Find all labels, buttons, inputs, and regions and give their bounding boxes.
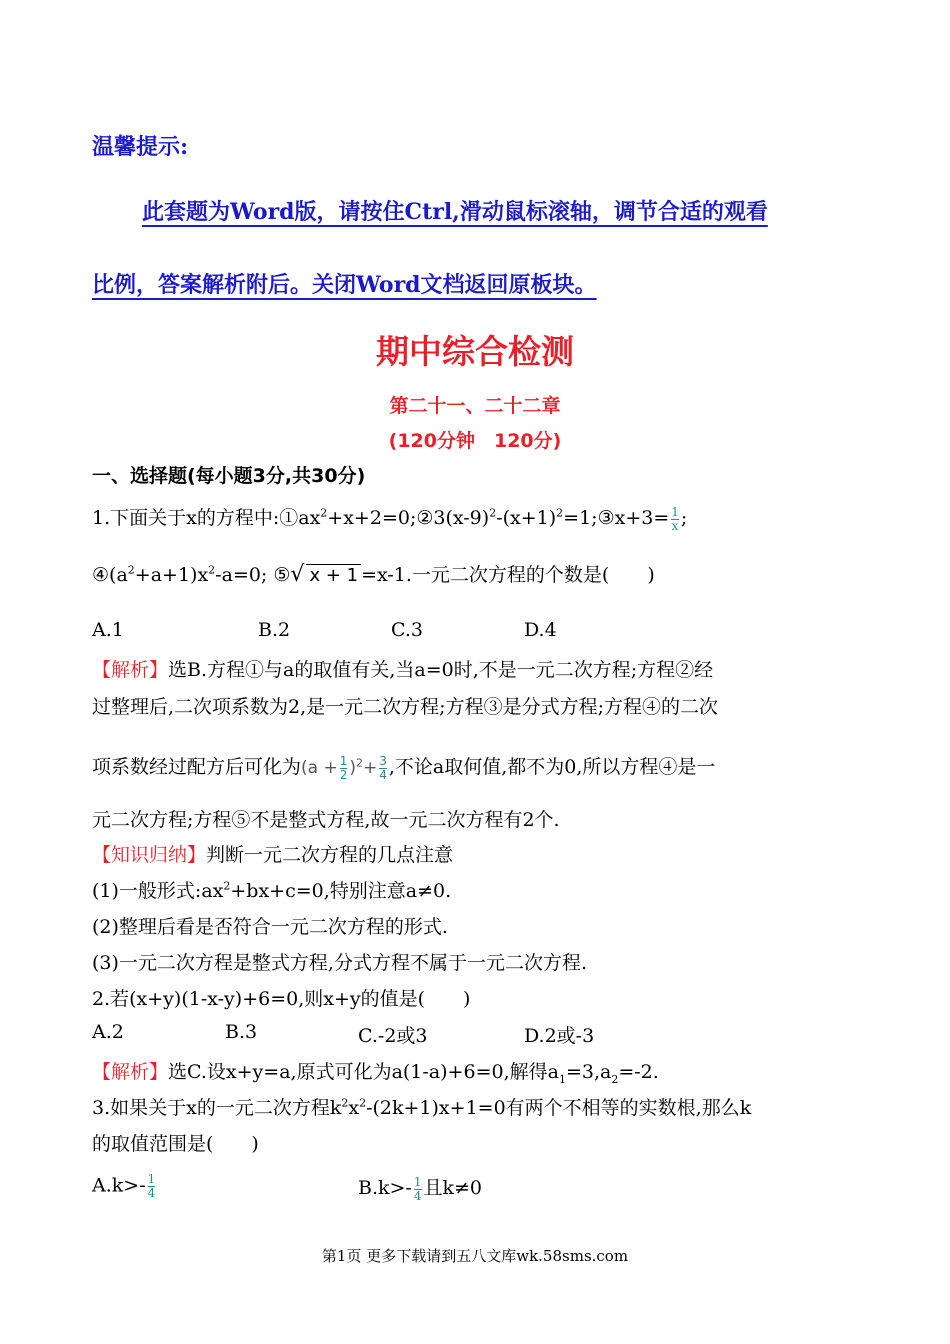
q1-option-a: A.1 — [92, 619, 124, 641]
q2-option-b: B.3 — [225, 1021, 258, 1043]
knowledge-tag: 【知识归纳】 — [92, 844, 207, 866]
q1-option-c: C.3 — [391, 619, 423, 641]
q2-option-a: A.2 — [92, 1021, 124, 1043]
tip-line-2: 比例，答案解析附后。关闭Word文档返回原板块。 — [92, 272, 597, 298]
q1-analysis-line-2: 过整理后,二次项系数为2,是一元二次方程;方程③是分式方程;方程④的二次 — [92, 696, 718, 718]
analysis-tag: 【解析】 — [92, 1061, 169, 1083]
q1-analysis-line-4: 元二次方程;方程⑤不是整式方程,故一元二次方程有2个. — [92, 809, 560, 831]
q2-option-c: C.-2或3 — [358, 1025, 428, 1047]
q1-analysis-line-3: 项系数经过配方后可化为(a + $\frac{1}{2}$ )$^2$+ $\frac{3}{4}$ ,不论a取何值,都不为0,所以方程④是一 — [92, 753, 716, 782]
sqrt-icon: √ — [290, 562, 305, 587]
tip-heading: 温馨提示: — [92, 134, 189, 160]
q2-analysis: 【解析】选C.设x+y=a,原式可化为a(1-a)+6=0,解得$a_1=3,a_2=-2$. — [92, 1061, 659, 1086]
knowledge-item-3: (3)一元二次方程是整式方程,分式方程不属于一元二次方程. — [92, 952, 587, 974]
q3-line-1: 3.如果关于x的一元二次方程$k^2x^2-(2k+1)x+1=0$有两个不相等的实数根,那么k — [92, 1096, 752, 1119]
knowledge-item-1: (1)一般形式$:ax^2+bx+c=0$,特别注意a≠0. — [92, 879, 452, 902]
q3-line-2: 的取值范围是( ) — [92, 1133, 259, 1155]
chapter-subtitle: 第二十一、二十二章 — [389, 395, 561, 417]
section-heading: 一、选择题(每小题3分,共30分) — [92, 465, 366, 487]
q3-option-b: B.k>- $\frac{1}{4}$ 且k≠0 — [358, 1174, 483, 1203]
q1-option-b: B.2 — [258, 619, 291, 641]
tip-line-1: 此套题为Word版，请按住Ctrl,滑动鼠标滚轴，调节合适的观看 — [142, 199, 768, 225]
completed-square-expression: (a + $\frac{1}{2}$ )$^2$+ $\frac{3}{4}$ — [301, 753, 387, 782]
q2-option-d: D.2或-3 — [524, 1025, 595, 1047]
q3-option-a: A.k>- $\frac{1}{4}$ — [92, 1172, 156, 1200]
knowledge-item-2: (2)整理后看是否符合一元二次方程的形式. — [92, 916, 448, 938]
q1-analysis-line-1: 【解析】选B.方程①与a的取值有关,当a=0时,不是一元二次方程;方程②经 — [92, 659, 714, 681]
sqrt-radicand: x + 1 — [306, 564, 361, 586]
q2-text: 2.若(x+y)(1-x-y)+6=0,则x+y的值是( ) — [92, 988, 471, 1010]
page-title: 期中综合检测 — [376, 332, 574, 371]
exam-duration: (120分钟 120分) — [388, 430, 562, 452]
knowledge-heading: 【知识归纳】判断一元二次方程的几点注意 — [92, 844, 454, 866]
q1-line-2: $④(a^2+a+1)x^2-a=0$; ⑤√ x + 1 =x-1.一元二次方程的个数是( ) — [92, 562, 655, 587]
analysis-tag: 【解析】 — [92, 659, 169, 681]
fraction-1-over-x: $\frac{1}{x}$ — [671, 504, 679, 533]
q1-option-d: D.4 — [524, 619, 557, 641]
page-footer: 第1页 更多下载请到五八文库wk.58sms.com — [321, 1247, 629, 1265]
q1-line-1: 1.下面关于x的方程中$:①ax^2+x+2=0;②3(x-9)^2-(x+1)^2=1;③x+3=$ $\frac{1}{x}$ ; — [92, 504, 688, 533]
